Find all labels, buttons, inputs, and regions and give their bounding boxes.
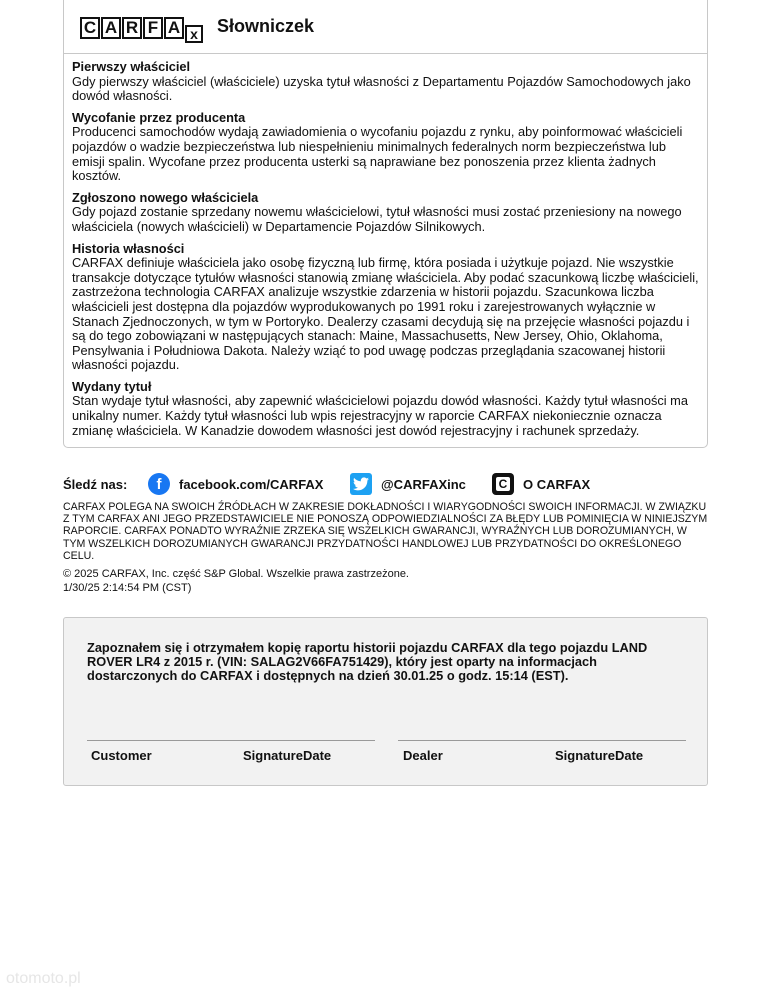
acknowledgement-box	[63, 617, 708, 786]
logo-letter-x: x	[185, 25, 203, 43]
customer-label: Customer	[91, 748, 152, 763]
watermark: otomoto.pl	[6, 970, 81, 987]
facebook-icon: f	[148, 473, 170, 495]
facebook-link[interactable]	[148, 473, 350, 495]
copyright-block	[63, 568, 409, 595]
twitter-link[interactable]	[350, 473, 492, 495]
term-title: Wycofanie przez producenta	[72, 109, 246, 125]
logo-letter: A	[164, 17, 184, 39]
acknowledgement-text: Zapoznałem się i otrzymałem kopię raportu historii pojazdu CARFAX dla tego pojazdu LAND ROVER LR4 z 2015 r. (VIN: SALAG2V66FA751429), który jest oparty na informacjach dostarczonych do CARFAX i dostępnych na dzień 30.01.25 o godz. 15:14 (EST).	[87, 640, 648, 683]
term-text: Producenci samochodów wydają zawiadomienia o wycofaniu pojazdu z rynku, aby poinformować właścicieli pojazdów o wadzie bezpieczeństwa lub niespełnieniu minimalnych federalnych norm bezpieczeństwa lub emisji spalin. Wycofane przez producenta usterki są naprawiane bez ponoszenia przez klienta żadnych kosztów.	[72, 124, 683, 184]
glossary-term	[72, 380, 699, 438]
glossary-header	[64, 0, 707, 54]
term-text: Stan wydaje tytuł własności, aby zapewnić właścicielowi pojazdu dowód własności. Każdy tytuł własności ma unikalny numer. Każdy tytuł własności lub wpis rejestracyjny w raporcie CARFAX niekoniecznie oznacza zmianę właściciela. W Kanadzie dowodem własności jest dowód rejestracyjny i rachunek sprzedaży.	[72, 393, 688, 438]
copyright-text: © 2025 CARFAX, Inc. część S&P Global. Wszelkie prawa zastrzeżone.	[63, 568, 409, 580]
twitter-icon	[350, 473, 372, 495]
logo-letter: R	[122, 17, 142, 39]
term-text: Gdy pierwszy właściciel (właściciele) uzyska tytuł własności z Departamentu Pojazdów Samochodowych jako dowód własności.	[72, 73, 691, 104]
glossary-body	[64, 54, 707, 438]
logo-letter: A	[101, 17, 121, 39]
follow-label: Śledź nas:	[63, 476, 128, 492]
term-text: Gdy pojazd zostanie sprzedany nowemu właścicielowi, tytuł własności musi zostać przeniesiony na nowego właściciela (nowych właścicieli) w Departamencie Pojazdów Silnikowych.	[72, 204, 682, 234]
glossary-term	[72, 242, 699, 373]
term-title: Zgłoszono nowego właściciela	[72, 189, 259, 205]
about-carfax-link[interactable]	[492, 473, 590, 495]
follow-bar	[63, 470, 708, 498]
carfax-c-glyph: C	[496, 477, 510, 491]
logo-letter: F	[143, 17, 163, 39]
glossary-panel	[63, 0, 708, 448]
carfax-logo	[80, 15, 203, 42]
about-link-text: O CARFAX	[523, 476, 591, 492]
customer-signature-line[interactable]	[87, 740, 375, 741]
term-title: Historia własności	[72, 240, 185, 256]
term-title: Wydany tytuł	[72, 378, 152, 394]
customer-signature-date-label: SignatureDate	[243, 748, 332, 763]
twitter-bird-shape	[353, 477, 369, 491]
report-timestamp: 1/30/25 2:14:54 PM (CST)	[63, 581, 192, 594]
glossary-title: Słowniczek	[217, 16, 315, 36]
twitter-link-text: @CARFAXinc	[381, 476, 466, 492]
carfax-c-icon	[492, 473, 514, 495]
dealer-signature-date-label: SignatureDate	[555, 748, 644, 763]
disclaimer-text: CARFAX POLEGA NA SWOICH ŹRÓDŁACH W ZAKRESIE DOKŁADNOŚCI I WIARYGODNOŚCI SWOICH INFORMACJI. W ZWIĄZKU Z TYM CARFAX ANI JEGO PRZEDSTAWICIELE NIE PONOSZĄ ODPOWIEDZIALNOŚCI ZA BŁĘDY LUB POMINIĘCIA W NINIEJSZYM RAPORCIE. CARFAX PONADTO WYRAŹNIE ZRZEKA SIĘ WSZELKICH GWARANCJI, WYRAŹNYCH LUB DOROZUMIANYCH, W TYM WSZELKICH DOROZUMIANYCH GWARANCJI PRZYDATNOŚCI HANDLOWEJ LUB PRZYDATNOŚCI DO OKREŚLONEGO CELU.	[63, 501, 708, 562]
dealer-signature-line[interactable]	[398, 740, 686, 741]
term-title: Pierwszy właściciel	[72, 59, 191, 74]
dealer-label: Dealer	[403, 748, 443, 763]
glossary-term	[72, 111, 699, 184]
facebook-link-text: facebook.com/CARFAX	[179, 476, 324, 492]
glossary-term	[72, 60, 699, 104]
term-text: CARFAX definiuje właściciela jako osobę fizyczną lub firmę, która posiada i użytkuje pojazd. Nie wszystkie transakcje dotyczące tytułów własności stanowią zmianę właściciela. Aby podać szacunkową liczbę właścicieli, zastrzeżona technologia CARFAX analizuje wszystkie zdarzenia w historii pojazdu. Szacunkowa liczba właścicieli jest dostępna dla pojazdów wyprodukowanych po 1991 roku i zarejestrowanych wyłącznie w Stanach Zjednoczonych, w tym w Portoryko. Dealerzy czasami decydują się na przejęcie własności pojazdu i są do tego zobowiązani w następujących stanach: Maine, Massachusetts, New Jersey, Ohio, Oklahoma, Pensylwania i Południowa Dakota. Należy wziąć to pod uwagę podczas przeglądania szacowanej historii własności pojazdu.	[72, 255, 699, 373]
logo-letter: C	[80, 17, 100, 39]
glossary-term	[72, 191, 699, 235]
